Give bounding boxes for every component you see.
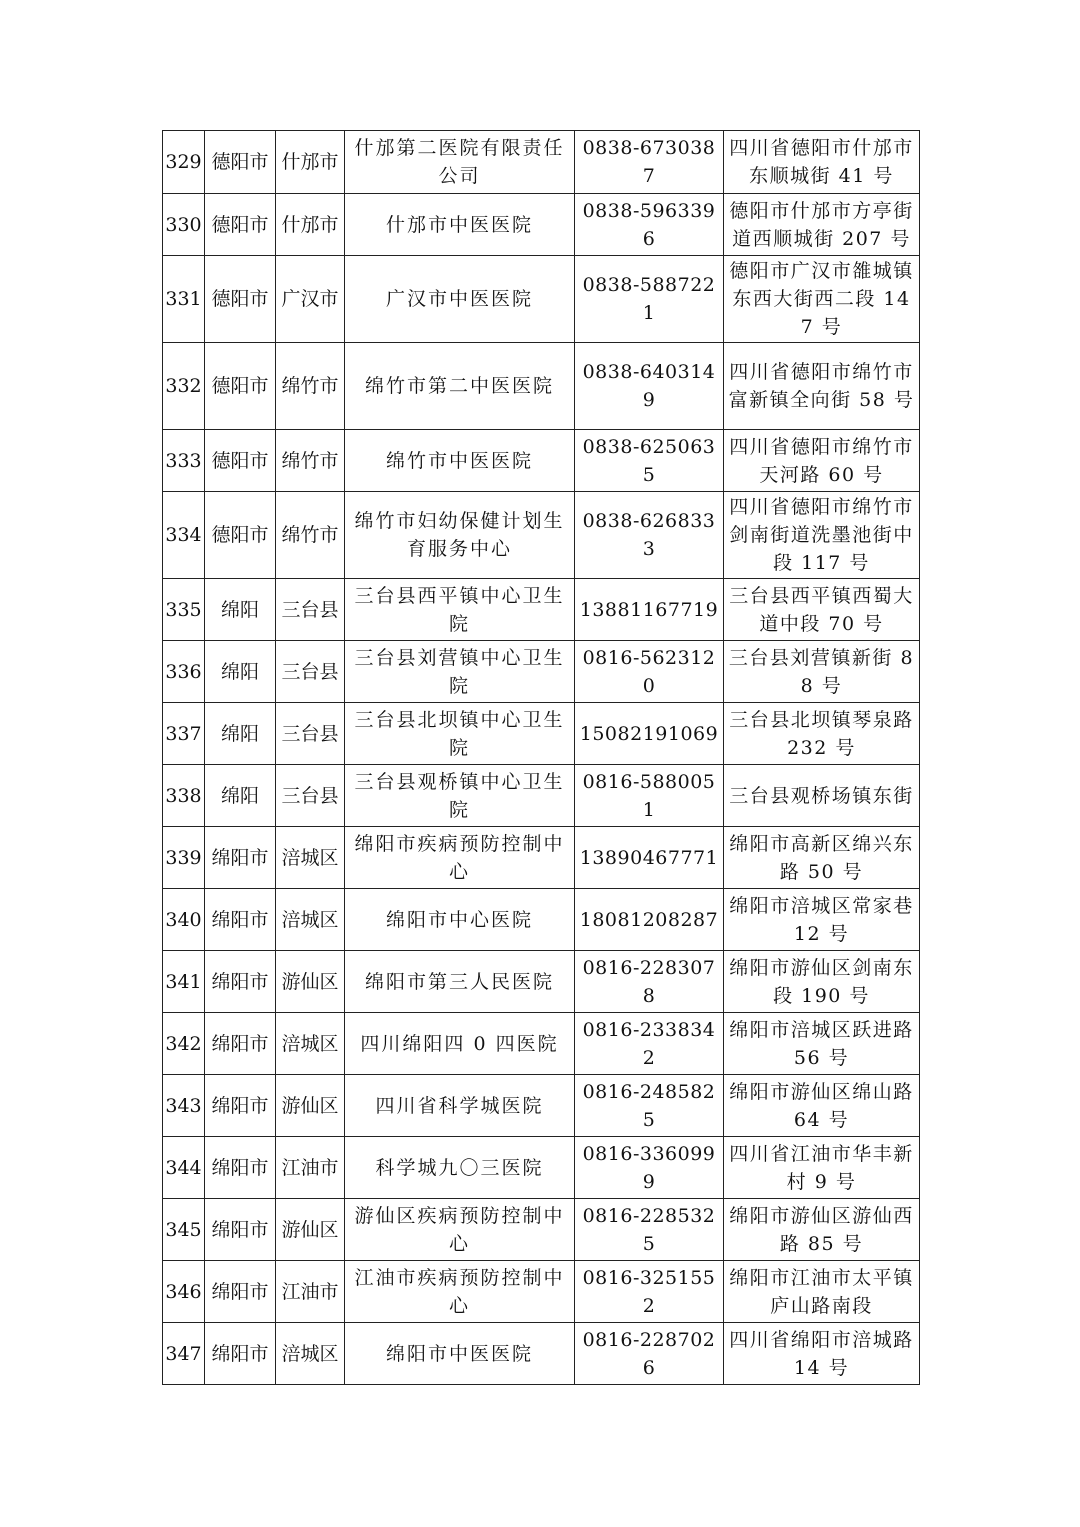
address-cell: 三台县刘营镇新街 88 号 [724,641,920,703]
county-cell: 江油市 [276,1137,345,1199]
county-cell: 涪城区 [276,827,345,889]
institution-name: 三台县西平镇中心卫生院 [345,579,575,641]
county-cell: 什邡市 [276,131,345,194]
row-number: 332 [163,343,205,430]
county-cell: 绵竹市 [276,430,345,492]
county-cell: 绵竹市 [276,343,345,430]
table-row [163,1075,920,1137]
row-number: 346 [163,1261,205,1323]
row-number: 344 [163,1137,205,1199]
phone-number: 0816-3360999 [575,1137,724,1199]
phone-number: 15082191069 [575,703,724,765]
row-number: 342 [163,1013,205,1075]
city-cell: 德阳市 [205,343,276,430]
phone-number: 0838-6730387 [575,131,724,194]
address-cell: 四川省德阳市什邡市东顺城街 41 号 [724,131,920,194]
phone-number: 0838-5963396 [575,194,724,256]
address-cell: 四川省绵阳市涪城路 14 号 [724,1323,920,1385]
phone-number: 0838-6268333 [575,492,724,579]
institution-name: 江油市疾病预防控制中心 [345,1261,575,1323]
address-cell: 四川省江油市华丰新村 9 号 [724,1137,920,1199]
city-cell: 绵阳市 [205,951,276,1013]
row-number: 331 [163,256,205,343]
table-row [163,889,920,951]
county-cell: 三台县 [276,641,345,703]
address-cell: 绵阳市游仙区绵山路 64 号 [724,1075,920,1137]
row-number: 343 [163,1075,205,1137]
institution-name: 绵阳市中心医院 [345,889,575,951]
row-number: 341 [163,951,205,1013]
institution-name: 绵竹市妇幼保健计划生育服务中心 [345,492,575,579]
address-cell: 德阳市什邡市方亭街道西顺城街 207 号 [724,194,920,256]
city-cell: 绵阳 [205,765,276,827]
address-cell: 绵阳市游仙区游仙西路 85 号 [724,1199,920,1261]
city-cell: 绵阳市 [205,1199,276,1261]
table-row [163,1261,920,1323]
address-cell: 绵阳市涪城区常家巷 12 号 [724,889,920,951]
institution-name: 绵阳市疾病预防控制中心 [345,827,575,889]
city-cell: 德阳市 [205,131,276,194]
row-number: 336 [163,641,205,703]
table-row [163,492,920,579]
institution-name: 三台县观桥镇中心卫生院 [345,765,575,827]
phone-number: 13890467771 [575,827,724,889]
institution-name: 绵竹市中医医院 [345,430,575,492]
phone-number: 0816-2338342 [575,1013,724,1075]
county-cell: 江油市 [276,1261,345,1323]
institution-name: 三台县刘营镇中心卫生院 [345,641,575,703]
institution-name: 游仙区疾病预防控制中心 [345,1199,575,1261]
institution-name: 三台县北坝镇中心卫生院 [345,703,575,765]
city-cell: 绵阳市 [205,889,276,951]
city-cell: 德阳市 [205,256,276,343]
table-row [163,1323,920,1385]
county-cell: 绵竹市 [276,492,345,579]
table-row [163,1013,920,1075]
county-cell: 三台县 [276,703,345,765]
phone-number: 0816-5623120 [575,641,724,703]
city-cell: 绵阳市 [205,1261,276,1323]
city-cell: 绵阳市 [205,1075,276,1137]
table-row [163,827,920,889]
institution-name: 四川省科学城医院 [345,1075,575,1137]
county-cell: 什邡市 [276,194,345,256]
row-number: 347 [163,1323,205,1385]
table-row [163,641,920,703]
row-number: 330 [163,194,205,256]
county-cell: 广汉市 [276,256,345,343]
city-cell: 绵阳市 [205,1013,276,1075]
institution-name: 什邡第二医院有限责任公司 [345,131,575,194]
city-cell: 绵阳市 [205,1323,276,1385]
phone-number: 0816-3251552 [575,1261,724,1323]
address-cell: 三台县西平镇西蜀大道中段 70 号 [724,579,920,641]
address-cell: 三台县北坝镇琴泉路 232 号 [724,703,920,765]
row-number: 338 [163,765,205,827]
table-row [163,1137,920,1199]
address-cell: 四川省德阳市绵竹市富新镇全向街 58 号 [724,343,920,430]
table-row [163,430,920,492]
county-cell: 三台县 [276,579,345,641]
row-number: 329 [163,131,205,194]
institution-name: 四川绵阳四 0 四医院 [345,1013,575,1075]
phone-number: 0816-5880051 [575,765,724,827]
phone-number: 0838-6403149 [575,343,724,430]
county-cell: 游仙区 [276,1075,345,1137]
address-cell: 四川省德阳市绵竹市剑南街道洗墨池街中段 117 号 [724,492,920,579]
table-row [163,343,920,430]
table-row [163,951,920,1013]
address-cell: 绵阳市高新区绵兴东路 50 号 [724,827,920,889]
institution-name: 科学城九〇三医院 [345,1137,575,1199]
institution-name: 绵阳市第三人民医院 [345,951,575,1013]
county-cell: 游仙区 [276,1199,345,1261]
county-cell: 涪城区 [276,1323,345,1385]
city-cell: 绵阳市 [205,827,276,889]
row-number: 335 [163,579,205,641]
phone-number: 0816-2485825 [575,1075,724,1137]
city-cell: 绵阳市 [205,1137,276,1199]
table-row [163,765,920,827]
phone-number: 0838-5887221 [575,256,724,343]
table-row [163,703,920,765]
city-cell: 德阳市 [205,492,276,579]
county-cell: 三台县 [276,765,345,827]
address-cell: 德阳市广汉市雒城镇东西大街西二段 147 号 [724,256,920,343]
address-cell: 三台县观桥场镇东街 [724,765,920,827]
table-row [163,194,920,256]
address-cell: 绵阳市江油市太平镇庐山路南段 [724,1261,920,1323]
row-number: 334 [163,492,205,579]
city-cell: 绵阳 [205,703,276,765]
table-row [163,131,920,194]
institution-name: 广汉市中医医院 [345,256,575,343]
city-cell: 德阳市 [205,430,276,492]
row-number: 333 [163,430,205,492]
phone-number: 0838-6250635 [575,430,724,492]
institution-name: 绵竹市第二中医医院 [345,343,575,430]
row-number: 339 [163,827,205,889]
address-cell: 绵阳市涪城区跃进路 56 号 [724,1013,920,1075]
phone-number: 0816-2283078 [575,951,724,1013]
institution-name: 什邡市中医医院 [345,194,575,256]
phone-number: 0816-2287026 [575,1323,724,1385]
county-cell: 游仙区 [276,951,345,1013]
phone-number: 0816-2285325 [575,1199,724,1261]
institution-table [162,130,920,1385]
city-cell: 绵阳 [205,579,276,641]
row-number: 337 [163,703,205,765]
county-cell: 涪城区 [276,889,345,951]
table-row [163,1199,920,1261]
table-row [163,256,920,343]
address-cell: 四川省德阳市绵竹市天河路 60 号 [724,430,920,492]
city-cell: 绵阳 [205,641,276,703]
row-number: 345 [163,1199,205,1261]
phone-number: 13881167719 [575,579,724,641]
phone-number: 18081208287 [575,889,724,951]
institution-name: 绵阳市中医医院 [345,1323,575,1385]
table-body [163,131,920,1385]
row-number: 340 [163,889,205,951]
county-cell: 涪城区 [276,1013,345,1075]
address-cell: 绵阳市游仙区剑南东段 190 号 [724,951,920,1013]
table-row [163,579,920,641]
city-cell: 德阳市 [205,194,276,256]
